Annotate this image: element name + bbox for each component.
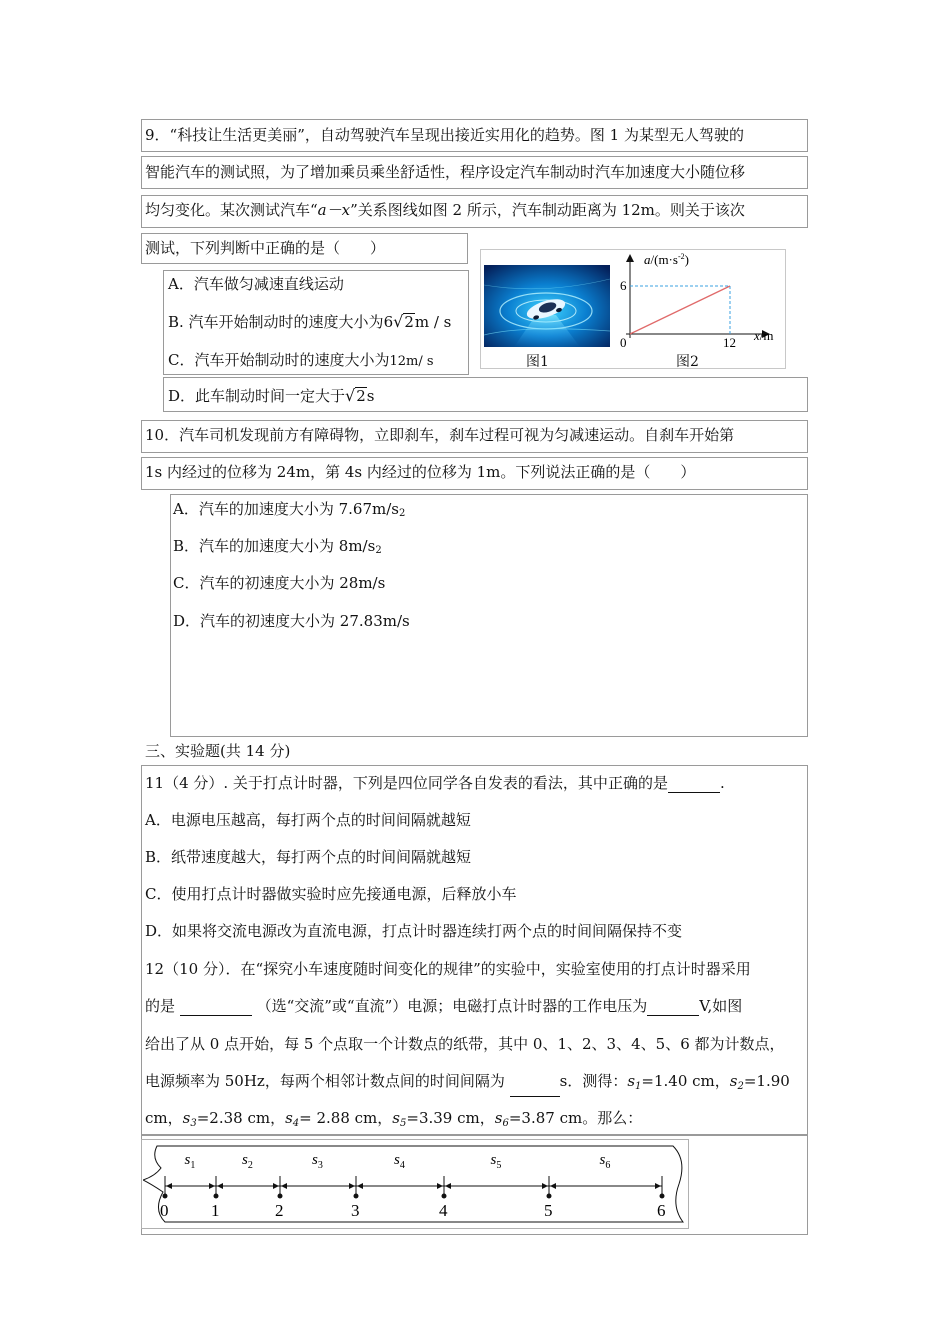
tape-arrow-right — [273, 1183, 279, 1189]
q9-option-c-value: 12m/ s — [389, 354, 434, 369]
q12-s2-letter: s — [729, 1072, 738, 1090]
q9-option-b-coef: 6 — [383, 313, 394, 331]
graph-y-tick: 6 — [620, 278, 627, 293]
figure2-graph — [612, 250, 782, 350]
q11-option-d: D．如果将交流电源改为直流电源，打点计时器连续打两个点的时间间隔保持不变 — [145, 922, 683, 940]
q12-line2 — [145, 996, 742, 1016]
tape-point-label: 2 — [275, 1201, 284, 1220]
section3-heading: 三、实验题(共 14 分) — [145, 742, 291, 760]
q9-line3-post: ”关系图线如图 2 所示，汽车制动距离为 12m。则关于该次 — [350, 201, 745, 219]
q9-option-b — [168, 312, 451, 332]
tape-segment-label: $s_3$ — [312, 1152, 323, 1171]
tape-arrow-left — [550, 1183, 556, 1189]
tape-segment-label: $s_6$ — [599, 1152, 611, 1171]
tape-dot — [660, 1194, 665, 1199]
graph-ylabel-close: ) — [684, 252, 689, 267]
graph-origin: 0 — [620, 335, 627, 350]
q9-option-c-text: C．汽车开始制动时的速度大小为 — [168, 351, 390, 369]
q12-line3: 给出了从 0 点开始，每 5 个点取一个计数点的纸带，其中 0、1、2、3、4、5、6 都为计数点， — [145, 1035, 785, 1053]
tape-arrow-right — [349, 1183, 355, 1189]
q9-option-b-unit: m / s — [414, 313, 452, 331]
tape-arrow-left — [281, 1183, 287, 1189]
q12-line5-pre: cm， — [145, 1109, 183, 1127]
q12-s3-value: =2.38 cm， — [196, 1109, 286, 1127]
tape-point-label: 5 — [544, 1201, 553, 1220]
q12-s1-value: =1.40 cm， — [641, 1072, 730, 1090]
q12-s6-value: =3.87 cm。那么： — [508, 1109, 643, 1127]
q11-question-text: 11（4 分）. 关于打点计时器，下列是四位同学各自发表的看法，其中正确的是 — [145, 774, 668, 792]
q9-formula: a－x — [317, 201, 351, 219]
graph-series-line — [630, 286, 730, 334]
q9-option-c — [168, 350, 434, 372]
tape-arrow-right — [655, 1183, 661, 1189]
graph-xlabel-unit: /m — [759, 328, 774, 343]
q9-option-d-unit: s — [366, 387, 375, 405]
tape-arrow-left — [217, 1183, 223, 1189]
q12-line4-pre: 电源频率为 50Hz，每两个相邻计数点间的时间间隔为 — [145, 1072, 505, 1090]
q11-period: . — [719, 774, 725, 792]
tape-segment-label: $s_1$ — [184, 1152, 196, 1171]
tape-arrow-left — [357, 1183, 363, 1189]
tape-dot — [354, 1194, 359, 1199]
tape-point-label: 1 — [211, 1201, 220, 1220]
tape-segment-label: $s_5$ — [490, 1152, 502, 1171]
q10-option-b-sup: 2 — [375, 545, 382, 556]
q12-s3-letter: s — [182, 1109, 191, 1127]
q10-line1: 10．汽车司机发现前方有障碍物，立即刹车，刹车过程可视为匀减速运动。自刹车开始第 — [145, 426, 735, 444]
tape-point-label: 3 — [351, 1201, 360, 1220]
q12-line4: 电源频率为 50Hz，每两个相邻计数点间的时间间隔为 s．测得：$s_1=1.40$ cm，$s_2=1.90$ — [145, 1071, 790, 1097]
tape-point-label: 4 — [439, 1201, 448, 1220]
tape-arrow-left — [445, 1183, 451, 1189]
q12-line4-mid: s．测得： — [559, 1072, 628, 1090]
q12-s4-value: = 2.88 cm， — [299, 1109, 393, 1127]
graph-ylabel-exp: -2 — [677, 252, 685, 261]
tape-segment-label: $s_4$ — [394, 1152, 405, 1171]
svg-text:a/(m·s-2) — [644, 252, 689, 267]
graph-x-tick: 12 — [723, 335, 736, 350]
tape-segment-label: $s_2$ — [242, 1152, 253, 1171]
q12-s4-letter: s — [285, 1109, 293, 1127]
q9-line2: 智能汽车的测试照，为了增加乘员乘坐舒适性，程序设定汽车制动时汽车加速度大小随位移 — [145, 163, 746, 181]
tape-dot — [214, 1194, 219, 1199]
q10-option-b — [173, 536, 382, 561]
tape-dot — [278, 1194, 283, 1199]
tape-arrow-right — [437, 1183, 443, 1189]
q12-line2-pre: 的是 — [145, 997, 176, 1015]
q12-line1: 12（10 分）．在“探究小车速度随时间变化的规律”的实验中，实验室使用的打点计时器采用 — [145, 960, 751, 978]
q9-line4: 测试，下列判断中正确的是（ ） — [145, 239, 386, 257]
figure2-label: 图2 — [676, 354, 699, 370]
tape-point-label: 0 — [160, 1201, 169, 1220]
q9-option-d-text: D．此车制动时间一定大于 — [168, 387, 346, 405]
q9-line3 — [145, 200, 745, 220]
paper-tape-figure — [143, 1140, 689, 1228]
tape-dot — [547, 1194, 552, 1199]
q11-answer-blank — [668, 776, 720, 793]
tape-arrow-left — [166, 1183, 172, 1189]
q12-voltage-blank — [647, 999, 699, 1016]
q12-s2-value: =1.90 — [743, 1072, 790, 1090]
q12-s5-letter: s — [392, 1109, 400, 1127]
q11-option-b: B．纸带速度越大，每打两个点的时间间隔就越短 — [145, 848, 472, 866]
q10-option-d: D．汽车的初速度大小为 27.83m/s — [173, 612, 410, 630]
q10-option-b-text: B．汽车的加速度大小为 8m/s — [173, 537, 376, 555]
q10-line2: 1s 内经过的位移为 24m，第 4s 内经过的位移为 1m。下列说法正确的是（ ） — [145, 463, 696, 481]
q9-option-d-radicand: 2 — [356, 387, 366, 405]
tape-arrow-right — [209, 1183, 215, 1189]
q12-line2-post: V,如图 — [699, 997, 743, 1015]
q9-line3-pre: 均匀变化。某次测试汽车“ — [145, 201, 318, 219]
q11-option-c: C．使用打点计时器做实验时应先接通电源，后释放小车 — [145, 885, 517, 903]
q10-option-a-text: A．汽车的加速度大小为 7.67m/s — [173, 500, 399, 518]
graph-y-arrow — [626, 254, 634, 262]
q12-interval-blank — [510, 1080, 560, 1097]
q11-line1 — [145, 773, 725, 793]
q9-option-b-text: B. 汽车开始制动时的速度大小为 — [168, 313, 384, 331]
q11-option-a: A．电源电压越高，每打两个点的时间间隔就越短 — [145, 811, 471, 829]
q9-option-b-value: 6√2m / s — [383, 312, 452, 331]
q10-option-a-sup: 2 — [398, 508, 406, 519]
tape-dot — [442, 1194, 447, 1199]
graph-ylabel-unit: /(m·s — [650, 252, 678, 267]
svg-text:x/m — [753, 328, 774, 343]
tape-arrow-right — [542, 1183, 548, 1189]
q9-option-a: A．汽车做匀减速直线运动 — [168, 275, 344, 293]
q12-line5: cm，$s_3=2.38$ cm，$s_4= 2.88$ cm，$s_5=3.39$ cm，$s_6=3.87$ cm。那么： — [145, 1109, 643, 1129]
q10-option-a — [173, 499, 405, 524]
q9-option-d: D．此车制动时间一定大于√2s — [168, 386, 375, 405]
graph-ylabel-a: a — [644, 252, 651, 267]
q12-line2-mid: （选“交流”或“直流”）电源；电磁打点计时器的工作电压为 — [256, 997, 648, 1015]
graph-xlabel-x: x — [754, 328, 760, 343]
q9-option-b-radicand: 2 — [404, 313, 414, 331]
q12-s5-value: =3.39 cm， — [406, 1109, 495, 1127]
tape-point-label: 6 — [657, 1201, 666, 1220]
figure1-label: 图1 — [526, 354, 549, 370]
figure1-car-photo — [484, 265, 610, 347]
q12-s1-letter: s — [627, 1072, 636, 1090]
q10-option-c: C．汽车的初速度大小为 28m/s — [173, 574, 386, 592]
tape-dot — [163, 1194, 168, 1199]
q12-current-type-blank — [180, 999, 252, 1016]
q12-s6-letter: s — [494, 1109, 503, 1127]
q9-line1: 9．“科技让生活更美丽”，自动驾驶汽车呈现出接近实用化的趋势。图 1 为某型无人驾驶的 — [145, 126, 744, 144]
